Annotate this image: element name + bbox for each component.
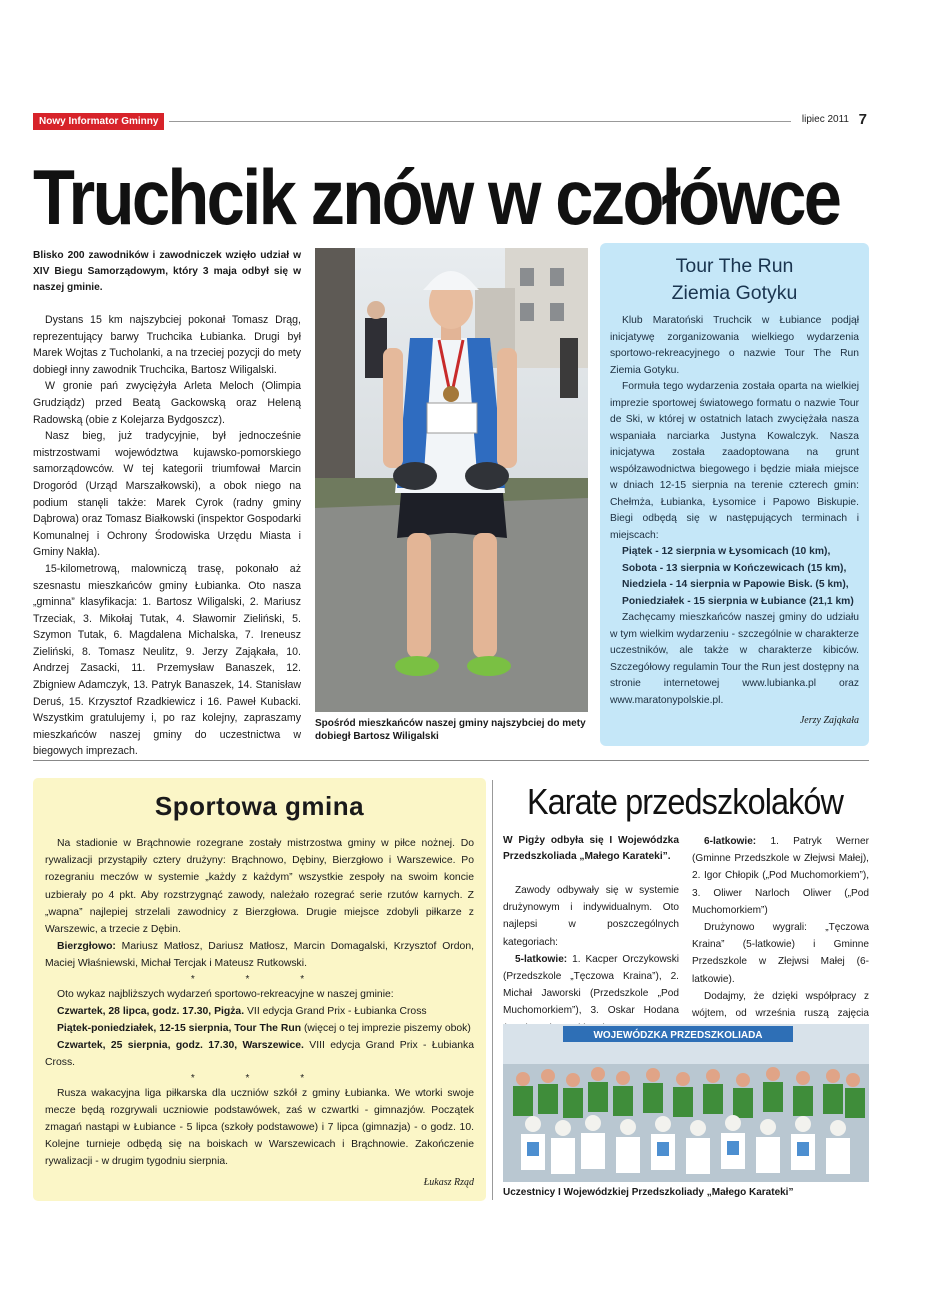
tour-schedule-item: Piątek - 12 sierpnia w Łysomicach (10 km), <box>622 546 831 557</box>
runner-photo <box>315 248 588 712</box>
sport-box <box>33 778 486 1201</box>
event-item <box>45 1003 474 1020</box>
main-headline: Truchcik znów w czołówce <box>33 153 840 241</box>
sport-paragraph <box>45 938 474 972</box>
banner-text: WOJEWÓDZKA PRZEDSZKOLIADA <box>593 1030 763 1041</box>
karate-paragraph: Dodajmy, że dzięki współpracy z wójtem, od września ruszą zajęcia <box>692 990 869 1020</box>
article-paragraph: Nasz bieg, już tradycyjnie, był jednocześnie mistrzostwami województwa kujawsko-pomorskiego samorządowców. W tej kategorii triumfował Marcin Drogoród (Urząd Marszałkowski), a obok niego na podium stanęli także: Marek Cyrok (radny gminy Dąbrowa) oraz Tomasz Białkowski (inspektor Gospodarki Komunalnej i Ochrony Środowiska Urzędu Miasta i Gminy Nakła). <box>33 430 301 559</box>
tour-schedule-item: Niedziela - 14 sierpnia w Papowie Bisk. (5 km), <box>622 579 849 590</box>
sport-paragraph: Rusza wakacyjna liga piłkarska dla uczniów szkół z gminy Łubianka. We wtorki swoje mecze będą rozgrywali uczniowie podstawówek, zaś w czwartki - gimnazjów. Początek zmagań nastąpi w Łubiance - 5 lipca (szkoły podstawowe) i 7 lipca (gimnazja) - o godz. 10. Kolejne turnieje odbędą się na boiskach w Warszewicach i Brąchnowie. Zakończenie rywalizacji - w drugim tygodniu sierpnia. <box>45 1087 474 1168</box>
category-results: 1. Patryk Werner (Gminne Przedszkole w Złejwsi Małej), 2. Igor Chłopik („Pod Muchomorkiem”), 3. Oliwer Narloch Oliwer („Pod Muchomorkiem”) <box>692 836 869 916</box>
events-intro: Oto wykaz najbliższych wydarzeń sportowo-rekreacyjne w naszej gminie: <box>57 988 394 1000</box>
article-paragraph: Dystans 15 km najszybciej pokonał Tomasz Drąg, reprezentujący barwy Truchcika Łubianka. Drugi był Marek Wojtas z Tucholanki, a na trzeciej pozycji do mety dobiegł inny zawodnik Truchcika, Bartosz Wiligalski. <box>33 314 301 376</box>
karate-paragraph: Drużynowo wygrali: „Tęczowa Kraina” (5-latkowie) i Gminne Przedszkole w Złejwsi Małej (6-latkowie). <box>692 922 869 985</box>
runner-photo-caption: Spośród mieszkańców naszej gminy najszybciej do mety dobiegł Bartosz Wiligalski <box>315 718 586 742</box>
event-item <box>45 1037 474 1071</box>
karate-title: Karate przedszkolaków <box>526 781 844 822</box>
tour-title <box>610 253 859 307</box>
article-running-text <box>33 248 301 760</box>
tour-the-run-box <box>600 243 869 746</box>
issue-date: lipiec 2011 <box>801 114 849 125</box>
tour-title-line: Tour The Run <box>675 255 794 277</box>
event-when: Piątek-poniedziałek, 12-15 sierpnia, Tour The Run <box>57 1023 302 1035</box>
category-label: 6-latkowie: <box>704 836 757 847</box>
karate-photo-caption: Uczestnicy I Wojewódzkiej Przedszkoliady „Małego Karateki” <box>503 1187 794 1198</box>
article-paragraph: 15-kilometrową, malowniczą trasę, pokonało aż szesnastu mieszkańców gminy Łubianka. Oto nasza „gminna” klasyfikacja: 1. Bartosz Wiligalski, 2. Mariusz Trzeciak, 3. Mikołaj Tutak, 4. Sławomir Zieliński, 5. Szymon Tutak, 6. Magdalena Michalska, 7. Ireneusz Zieliński, 8. Tomasz Neulitz, 9. Jerzy Zająkała, 10. Andrzej Zasacki, 11. Przemysław Banaszek, 12. Zbigniew Adamczyk, 13. Patryk Banaszek, 14. Stanisław Deruś, 15. Krzysztof Rzadkiewicz i 16. Paweł Kubacki. Wszystkim gratulujemy i, po raz kolejny, zapraszamy mieszkańców naszej gminy do uczestnictwa w biegowych imprezach. <box>33 562 301 758</box>
category-label: 5-latkowie: <box>515 953 568 965</box>
team-players: Mariusz Matłosz, Dariusz Matłosz, Marcin Domagalski, Krzysztof Ordon, Maciej Właśniewski, Michał Tercjak i Mateusz Rutkowski. <box>45 941 474 970</box>
karate-photo-illustration <box>503 1024 869 1182</box>
tour-paragraph: Formuła tego wydarzenia została oparta na wielkiej imprezie sportowej światowego formatu o nazwie Tour de Ski, w której w ostatnich latach zwyciężała nasza wspaniała narciarka Justyna Kowalczyk. Nasza inicjatywa została zaadoptowana na grunt współzawodnictwa biegowego i będzie miała miejsce w dniach 12-15 sierpnia na terenie czterech gmin: Chełmża, Łubianka, Łysomice i Papowo Biskupie. Biegi odbędą się w następujących terminach i miejscach: <box>610 381 859 541</box>
page-number: 7 <box>858 111 867 128</box>
event-item <box>45 1020 474 1037</box>
sport-paragraph: Na stadionie w Brąchnowie rozegrane zostały mistrzostwa gminy w piłce nożnej. Do rywalizacji przystąpiły cztery drużyny: Brąchnowo, Dębiny, Bierzgłowo i Warszewice. Po rozegraniu meczów w systemie „każdy z każdym” wszystkie zespoły na swoim koncie uzbierały po 4 pkt. Aby rozstrzygnąć zawody, należało rozegrać serie rzutów karnych. Z „wapna” najlepiej strzelali zawodnicy z Bierzgłowa. Drugie miejsce zdobyli piłkarze z Warszewic, a trzecie z Dębin. <box>45 838 474 936</box>
separator-stars: * * * <box>190 973 329 985</box>
karate-category <box>692 833 869 919</box>
event-when: Czwartek, 28 lipca, godz. 17.30, Pigża. <box>57 1005 245 1017</box>
event-what: VII edycja Grand Prix - Łubianka Cross <box>244 1005 427 1017</box>
karate-lead: W Pigży odbyła się I Wojewódzka Przedszkoliada „Małego Karateki”. <box>503 835 679 862</box>
sport-title: Sportowa gmina <box>154 791 365 821</box>
category-results: 1. Kacper Orczykowski (Przedszkole „Tęczowa Kraina”), 2. Michał Jaworski (Przedszkole „Pod Muchomorkiem”), 3. Oskar Hodana <box>503 953 679 1017</box>
tour-paragraph: Klub Maratoński Truchcik w Łubiance podjął inicjatywę zorganizowania wielkiego wydarzenia sportowo-rekreacyjnego o nazwie Tour The Run Ziemia Gotyku. <box>610 315 859 376</box>
karate-group-photo <box>503 1024 869 1182</box>
column-divider <box>492 780 493 1200</box>
karate-column-left <box>503 833 679 1037</box>
event-what: VIII edycja Grand Prix - Łubianka Cross. <box>45 1040 474 1069</box>
separator-stars: * * * <box>190 1072 329 1084</box>
tour-signature: Jerzy Zająkała <box>799 715 859 726</box>
section-divider <box>33 760 869 761</box>
team-label: Bierzgłowo: <box>57 941 116 953</box>
header-rule <box>169 121 791 122</box>
publication-tag: Nowy Informator Gminny <box>33 113 164 130</box>
page-header <box>33 112 867 130</box>
karate-paragraph: Zawody odbywały się w systemie drużynowym i indywidualnym. Oto najlepsi w poszczególnych kategoriach: <box>503 885 679 948</box>
tour-paragraph: Zachęcamy mieszkańców naszej gminy do udziału w tym wielkim wydarzeniu - szczególnie w charakterze uczestników, ale także w charakterze kibiców. Szczegółowy regulamin Tour the Run jest dostępny na stronie internetowej www.lubianka.pl oraz www.maratonypolskie.pl. <box>610 612 859 706</box>
event-what: (więcej o tej imprezie piszemy obok) <box>301 1023 471 1035</box>
tour-title-line: Ziemia Gotyku <box>671 282 798 304</box>
article-paragraph: W gronie pań zwyciężyła Arleta Meloch (Olimpia Grudziądz) przed Beatą Gackowską oraz Heleną Radowską (obie z Kolejarza Bydgoszcz). <box>33 380 301 426</box>
tour-schedule-item: Sobota - 13 sierpnia w Kończewicach (15 km), <box>622 562 847 574</box>
article-lead: Blisko 200 zawodników i zawodniczek wzięło udział w XIV Biegu Samorządowym, który 3 maja odbył się w naszej gminie. <box>33 250 301 293</box>
runner-photo-illustration <box>315 248 588 712</box>
sport-signature: Łukasz Rząd <box>423 1176 474 1188</box>
tour-schedule-item: Poniedziałek - 15 sierpnia w Łubiance (21,1 km) <box>622 595 854 607</box>
event-when: Czwartek, 25 sierpnia, godz. 17.30, Warszewice. <box>57 1040 304 1052</box>
